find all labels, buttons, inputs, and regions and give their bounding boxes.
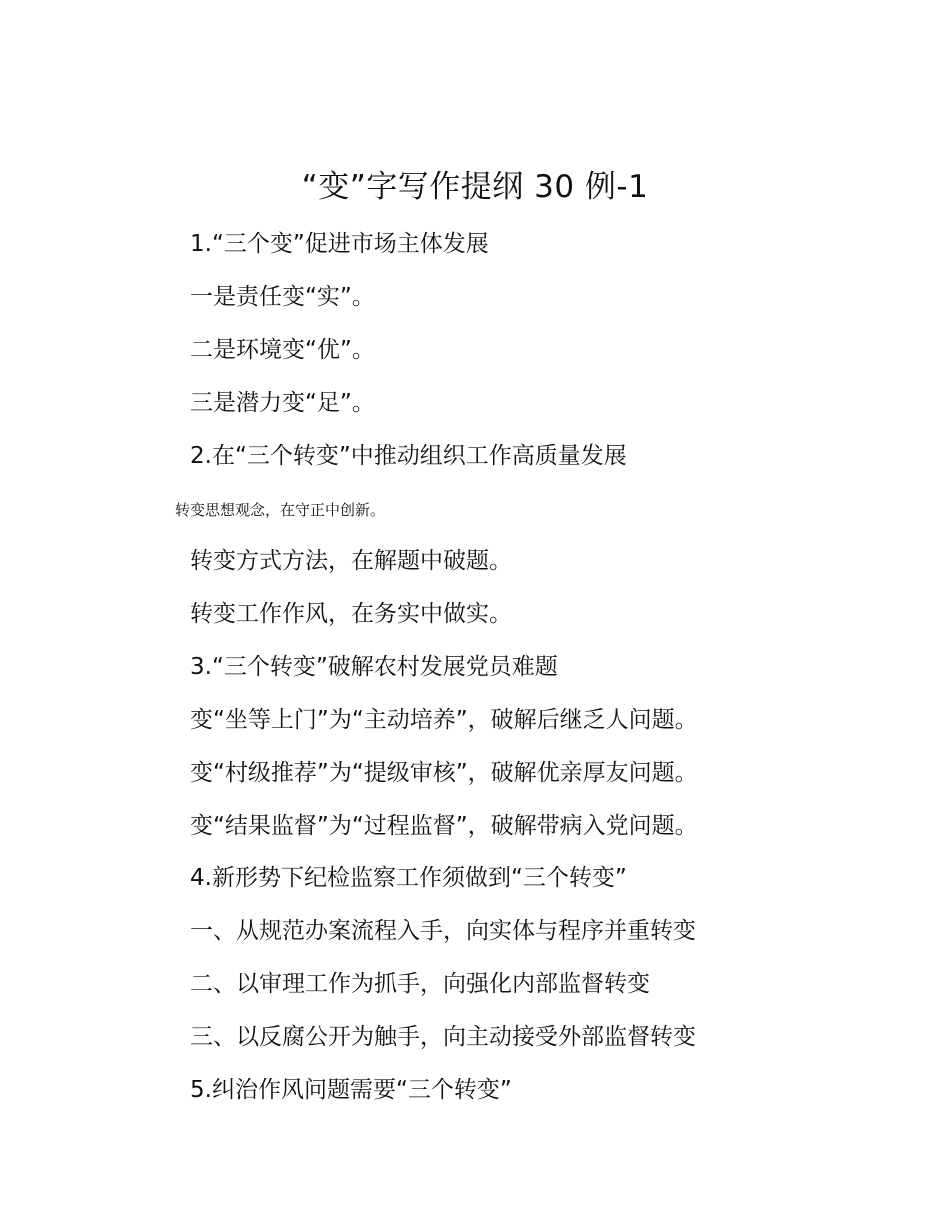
paragraph-line: 三是潜力变“足”。 bbox=[190, 390, 375, 416]
section-heading-4: 4.新形势下纪检监察工作须做到“三个转变” bbox=[190, 865, 627, 891]
section-heading-1: 1.“三个变”促进市场主体发展 bbox=[190, 231, 489, 257]
section-heading-3: 3.“三个转变”破解农村发展党员难题 bbox=[190, 654, 558, 680]
paragraph-line: 变“结果监督”为“过程监督”，破解带病入党问题。 bbox=[190, 813, 698, 839]
paragraph-line: 一是责任变“实”。 bbox=[190, 284, 375, 310]
paragraph-line: 转变工作作风，在务实中做实。 bbox=[190, 601, 512, 627]
section-heading-2: 2.在“三个转变”中推动组织工作高质量发展 bbox=[190, 443, 627, 469]
paragraph-line: 变“村级推荐”为“提级审核”，破解优亲厚友问题。 bbox=[190, 760, 698, 786]
paragraph-line: 二是环境变“优”。 bbox=[190, 337, 375, 363]
paragraph-line: 变“坐等上门”为“主动培养”，破解后继乏人问题。 bbox=[190, 707, 698, 733]
paragraph-line: 转变方式方法，在解题中破题。 bbox=[190, 548, 512, 574]
paragraph-line: 三、以反腐公开为触手，向主动接受外部监督转变 bbox=[190, 1024, 696, 1050]
paragraph-line: 二、以审理工作为抓手，向强化内部监督转变 bbox=[190, 971, 650, 997]
document-title: “变”字写作提纲 30 例-1 bbox=[301, 169, 649, 205]
paragraph-line: 一、从规范办案流程入手，向实体与程序并重转变 bbox=[190, 918, 696, 944]
paragraph-line-small: 转变思想观念，在守正中创新。 bbox=[175, 501, 386, 519]
section-heading-5: 5.纠治作风问题需要“三个转变” bbox=[190, 1077, 512, 1103]
